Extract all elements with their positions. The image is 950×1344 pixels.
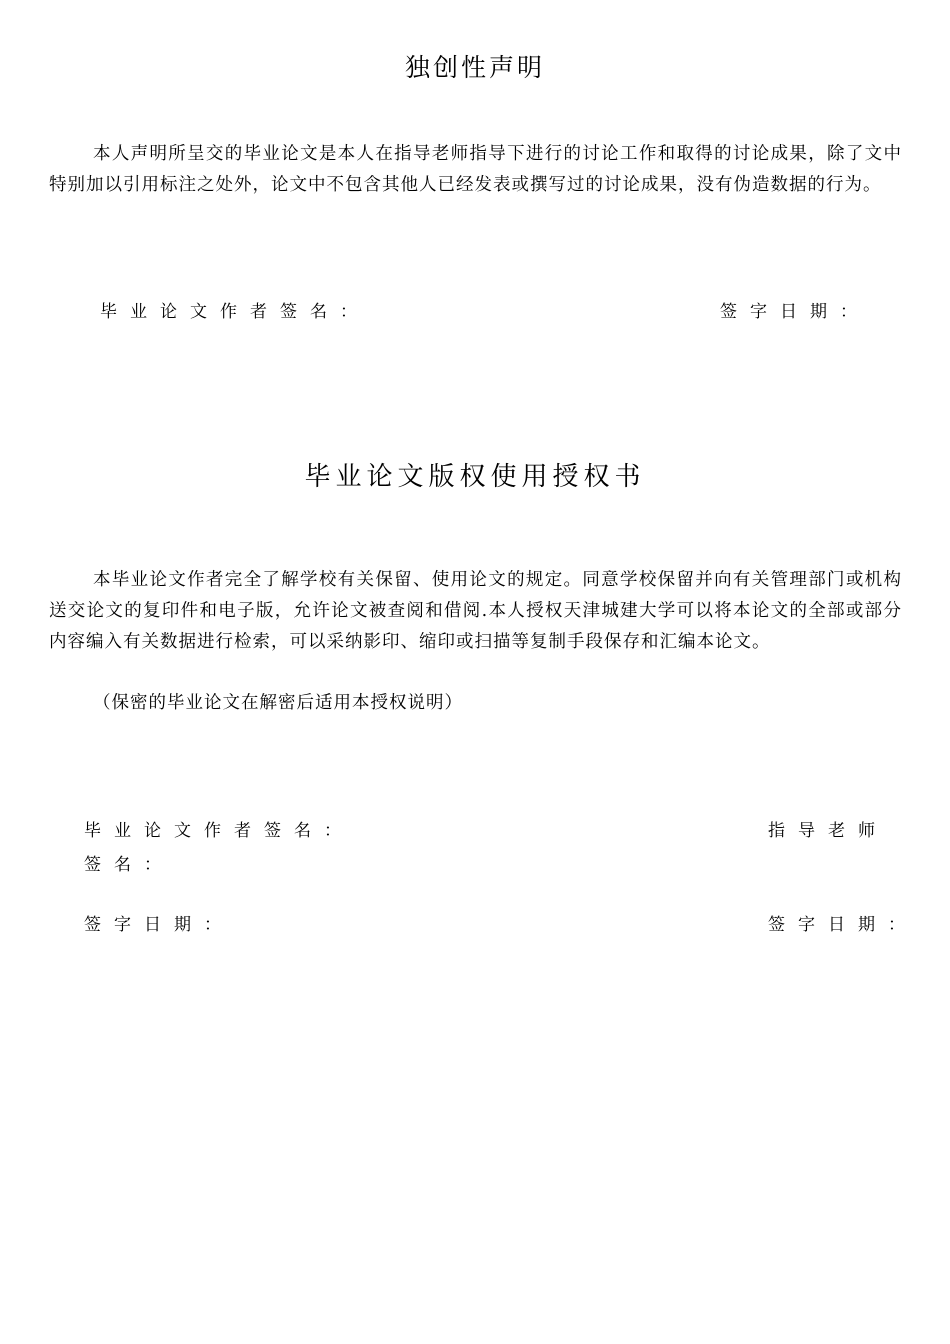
authorization-note: （保密的毕业论文在解密后适用本授权说明）	[93, 693, 463, 713]
authorization-body: 本毕业论文作者完全了解学校有关保留、使用论文的规定。同意学校保留并向有关管理部门或机构送交论文的复印件和电子版，允许论文被查阅和借阅.本人授权天津城建大学可以将本论文的全部或部分内容编入有关数据进行检索，可以采纳影印、缩印或扫描等复制手段保存和汇编本论文。	[49, 570, 902, 652]
authorization-teacher-date-label: 签字日期：	[768, 915, 918, 935]
authorization-teacher-label: 指导老师	[768, 821, 888, 841]
authorization-title: 毕业论文版权使用授权书	[304, 462, 646, 492]
declaration-author-signature-label: 毕业论文作者签名：	[100, 302, 370, 322]
authorization-teacher-signature-label: 签名：	[84, 855, 174, 875]
authorization-author-date-label: 签字日期：	[84, 915, 234, 935]
declaration-title: 独创性声明	[404, 53, 545, 82]
authorization-author-signature-label: 毕业论文作者签名：	[84, 821, 354, 841]
declaration-body: 本人声明所呈交的毕业论文是本人在指导老师指导下进行的讨论工作和取得的讨论成果，除了文中特别加以引用标注之处外，论文中不包含其他人已经发表或撰写过的讨论成果，没有伪造数据的行为。	[49, 144, 902, 195]
declaration-date-label: 签字日期：	[720, 302, 870, 322]
